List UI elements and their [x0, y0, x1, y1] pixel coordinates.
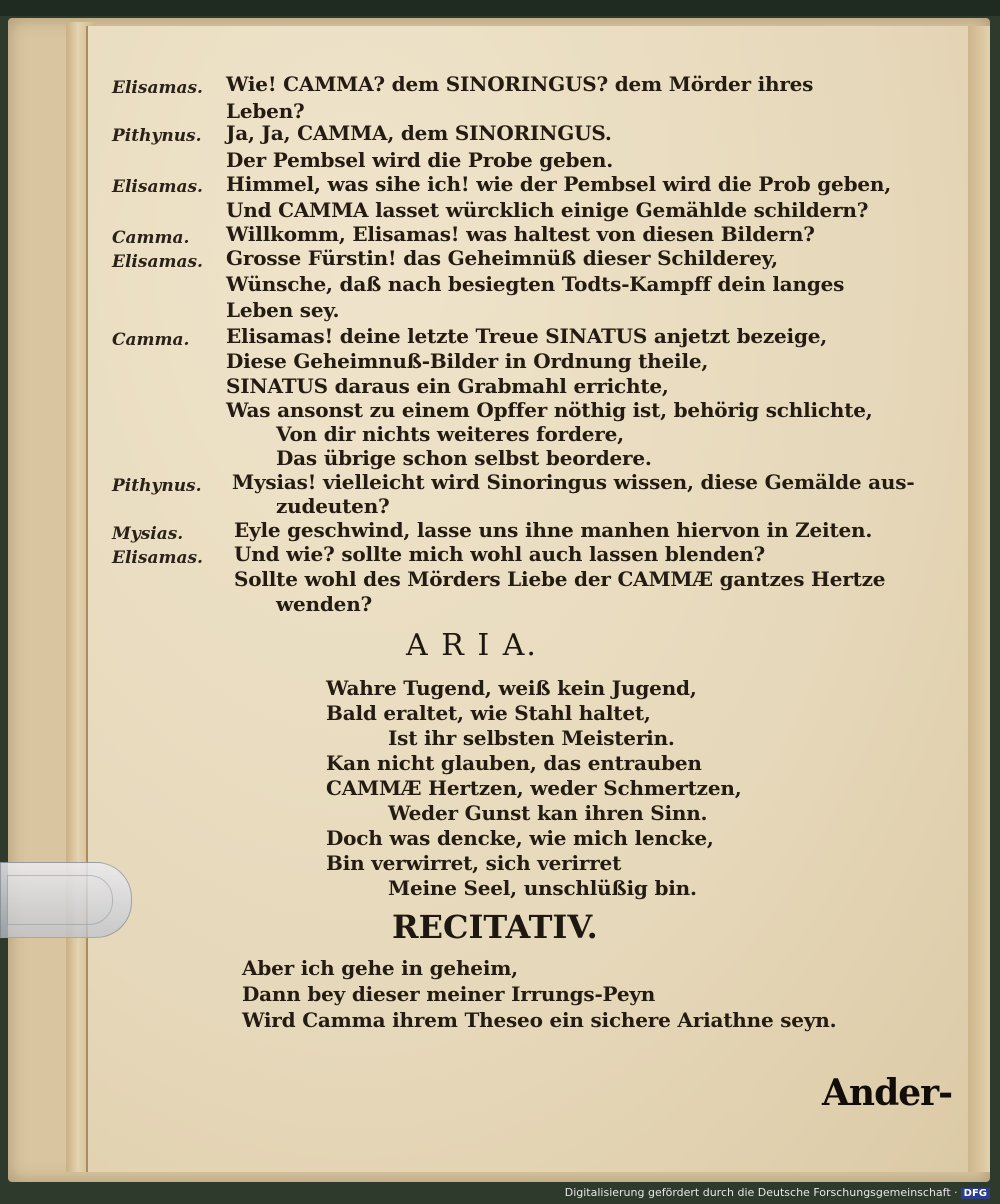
speaker-pithynus: Pithynus.: [112, 126, 202, 146]
clip-inner: [7, 875, 113, 925]
dialogue-line: Das übrige schon selbst beordere.: [276, 446, 652, 470]
page-right-edge: [968, 26, 990, 1172]
dialogue-line: Der Pembsel wird die Probe geben.: [226, 148, 613, 172]
catchword: Ander-: [822, 1072, 953, 1114]
dialogue-line: Mysias! vielleicht wird Sinoringus wissen, diese Gemälde aus-: [232, 470, 915, 494]
dialogue-line: Und wie? sollte mich wohl auch lassen blenden?: [234, 542, 766, 566]
dialogue-line: Von dir nichts weiteres fordere,: [276, 422, 624, 446]
dialogue-line: wenden?: [276, 592, 373, 616]
speaker-camma: Camma.: [112, 330, 190, 350]
dialogue-line: Diese Geheimnuß-Bilder in Ordnung theile,: [226, 349, 709, 373]
dialogue-line: Grosse Fürstin! das Geheimnüß dieser Schilderey,: [226, 246, 778, 270]
aria-line: CAMMÆ Hertzen, weder Schmertzen,: [326, 776, 742, 800]
dialogue-line: Was ansonst zu einem Opffer nöthig ist, behörig schlichte,: [226, 398, 873, 422]
dialogue-line: Eyle geschwind, lasse uns ihne manhen hiervon in Zeiten.: [234, 518, 873, 542]
speaker-elisamas: Elisamas.: [112, 177, 203, 197]
dialogue-line: Elisamas! deine letzte Treue SINATUS anjetzt bezeige,: [226, 324, 828, 348]
dialogue-line: Willkomm, Elisamas! was haltest von diesen Bildern?: [226, 222, 815, 246]
digitization-footer: [565, 1186, 990, 1199]
recitativ-line: Aber ich gehe in geheim,: [242, 956, 518, 980]
aria-line: Ist ihr selbsten Meisterin.: [388, 726, 675, 750]
speaker-pithynus: Pithynus.: [112, 476, 202, 496]
scan-background: [0, 0, 1000, 16]
dialogue-line: Leben sey.: [226, 298, 340, 322]
aria-line: Bin verwirret, sich verirret: [326, 851, 622, 875]
aria-line: Wahre Tugend, weiß kein Jugend,: [326, 676, 697, 700]
recitativ-line: Dann bey dieser meiner Irrungs-Peyn: [242, 982, 656, 1006]
dialogue-line: Leben?: [226, 99, 305, 123]
footer-text: Digitalisierung gefördert durch die Deutsche Forschungsgemeinschaft ·: [564, 1186, 958, 1199]
aria-line: Meine Seel, unschlüßig bin.: [388, 876, 697, 900]
speaker-mysias: Mysias.: [112, 524, 184, 544]
dialogue-line: Ja, Ja, CAMMA, dem SINORINGUS.: [226, 121, 612, 145]
dialogue-line: zudeuten?: [276, 494, 390, 518]
aria-line: Weder Gunst kan ihren Sinn.: [388, 801, 708, 825]
aria-line: Kan nicht glauben, das entrauben: [326, 751, 702, 775]
recitativ-line: Wird Camma ihrem Theseo ein sichere Ariathne seyn.: [242, 1008, 837, 1032]
recitativ-title: RECITATIV.: [392, 908, 598, 946]
speaker-camma: Camma.: [112, 228, 190, 248]
dialogue-line: Sollte wohl des Mörders Liebe der CAMMÆ gantzes Hertze: [234, 567, 886, 591]
speaker-elisamas: Elisamas.: [112, 78, 203, 98]
aria-title: A R I A.: [406, 628, 538, 663]
aria-line: Bald eraltet, wie Stahl haltet,: [326, 701, 651, 725]
speaker-elisamas: Elisamas.: [112, 548, 203, 568]
dialogue-line: SINATUS daraus ein Grabmahl errichte,: [226, 374, 669, 398]
aria-line: Doch was dencke, wie mich lencke,: [326, 826, 714, 850]
dialogue-line: Wie! CAMMA? dem SINORINGUS? dem Mörder ihres: [226, 72, 814, 96]
dfg-logo: DFG: [961, 1188, 990, 1199]
plastic-clip: [0, 862, 132, 938]
speaker-elisamas: Elisamas.: [112, 252, 203, 272]
dialogue-line: Wünsche, daß nach besiegten Todts-Kampff dein langes: [226, 272, 845, 296]
dialogue-line: Und CAMMA lasset würcklich einige Gemähldе schildern?: [226, 198, 869, 222]
dialogue-line: Himmel, was sihe ich! wie der Pembsel wird die Prob geben,: [226, 172, 891, 196]
